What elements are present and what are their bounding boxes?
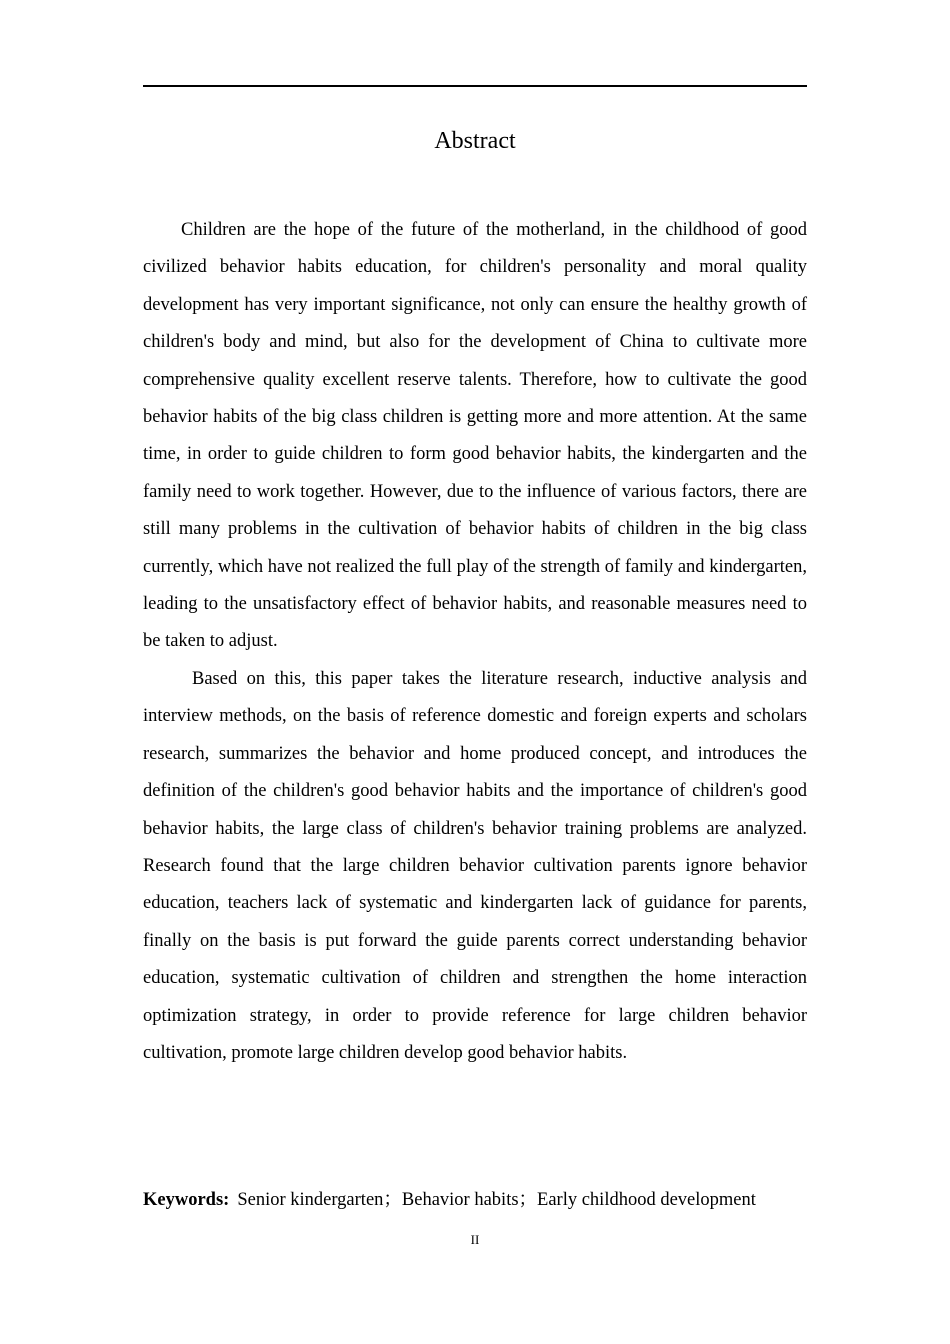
keywords-text: Senior kindergarten；Behavior habits；Early childhood development [237,1190,756,1210]
header-rule [143,85,807,87]
abstract-title: Abstract [434,128,516,154]
abstract-paragraph-1: Children are the hope of the future of the motherland, in the childhood of good civilized behavior habits education, for children's personality and moral quality development has very important significance, not only can ensure the healthy growth of children's body and mind, but also for the development of China to cultivate more comprehensive quality excellent reserve talents. Therefore, how to cultivate the good behavior habits of the big class children is getting more and more attention. At the same time, in order to guide children to form good behavior habits, the kindergarten and the family need to work together. However, due to the influence of various factors, there are still many problems in the cultivation of behavior habits of children in the big class currently, which have not realized the full play of the strength of family and kindergarten, leading to the unsatisfactory effect of behavior habits, and reasonable measures need to be taken to adjust. [143,220,807,652]
keywords-label: Keywords: [143,1190,230,1210]
keywords-line [143,1184,843,1216]
abstract-paragraph-2: Based on this, this paper takes the literature research, inductive analysis and interview methods, on the basis of reference domestic and foreign experts and scholars research, summarizes the behavior and home produced concept, and introduces the definition of the children's good behavior habits and the importance of children's good behavior habits, the large class of children's behavior training problems are analyzed. Research found that the large children behavior cultivation parents ignore behavior education, teachers lack of systematic and kindergarten lack of guidance for parents, finally on the basis is put forward the guide parents correct understanding behavior education, systematic cultivation of children and strengthen the home interaction optimization strategy, in order to provide reference for large children behavior cultivation, promote large children develop good behavior habits. [143,668,807,1063]
page-number: II [470,1232,480,1247]
abstract-body [143,212,807,1072]
